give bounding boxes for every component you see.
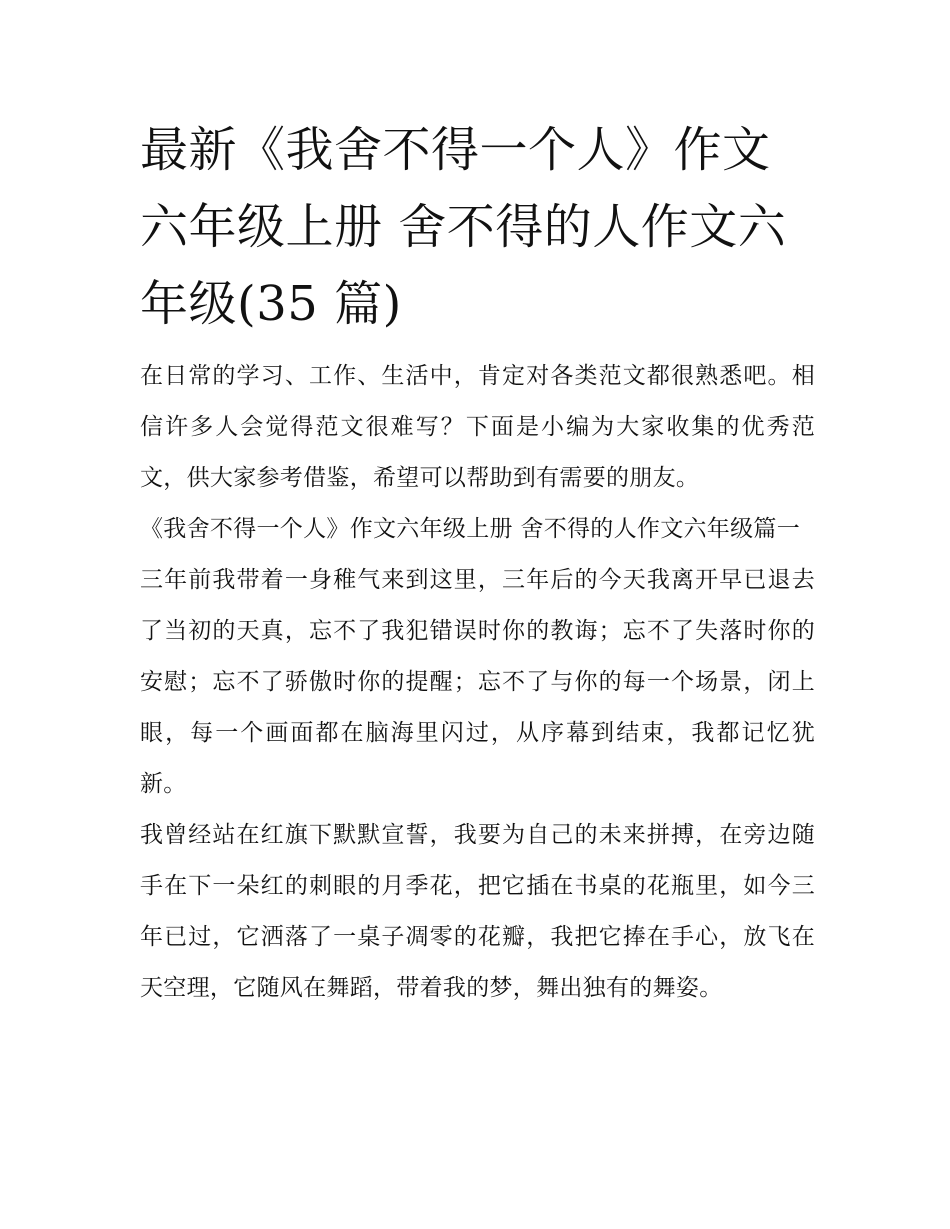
- section-heading: 《我舍不得一个人》作文六年级上册 舍不得的人作文六年级篇一: [140, 516, 801, 542]
- document-body: [140, 112, 815, 1014]
- body-paragraph: 三年前我带着一身稚气来到这里，三年后的今天我离开早已退去了当初的天真，忘不了我犯错误时你的教诲；忘不了失落时你的安慰；忘不了骄傲时你的提醒；忘不了与你的每一个场景，闭上眼，每一个画面都在脑海里闪过，从序幕到结束，我都记忆犹新。: [140, 567, 815, 797]
- document-title: 最新《我舍不得一个人》作文六年级上册 舍不得的人作文六年级(35 篇): [140, 122, 787, 332]
- intro-paragraph: 在日常的学习、工作、生活中，肯定对各类范文都很熟悉吧。相信许多人会觉得范文很难写？下面是小编为大家收集的优秀范文，供大家参考借鉴，希望可以帮助到有需要的朋友。: [140, 363, 815, 491]
- body-paragraph: 我曾经站在红旗下默默宣誓，我要为自己的未来拼搏，在旁边随手在下一朵红的刺眼的月季花，把它插在书桌的花瓶里，如今三年已过，它洒落了一桌子凋零的花瓣，我把它捧在手心，放飞在天空理，它随风在舞蹈，带着我的梦，舞出独有的舞姿。: [140, 822, 815, 1001]
